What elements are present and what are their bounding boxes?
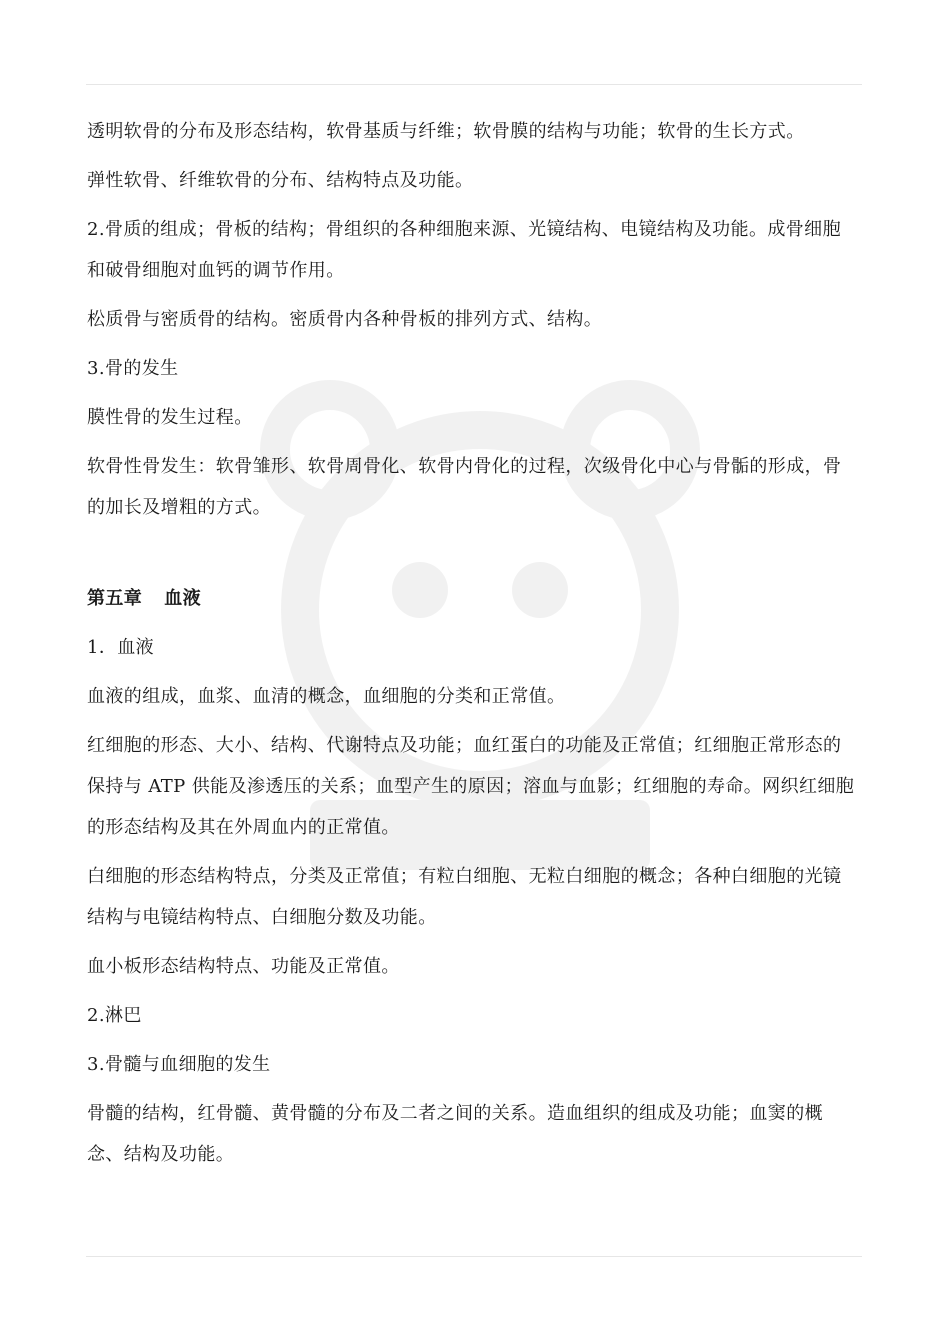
document-body [87,111,857,1183]
paragraph: 透明软骨的分布及形态结构，软骨基质与纤维；软骨膜的结构与功能；软骨的生长方式。 [87,121,805,142]
chapter-title: 血液 [164,588,202,609]
paragraph: 白细胞的形态结构特点，分类及正常值；有粒白细胞、无粒白细胞的概念；各种白细胞的光镜结构与电镜结构特点、白细胞分数及功能。 [87,866,842,928]
chapter-number: 第五章 [87,588,143,609]
subheading: 3.骨的发生 [87,358,179,379]
section-spacer [87,536,857,578]
subheading: 2.淋巴 [87,1005,142,1026]
paragraph: 2.骨质的组成；骨板的结构；骨组织的各种细胞来源、光镜结构、电镜结构及功能。成骨细胞和破骨细胞对血钙的调节作用。 [87,219,841,281]
paragraph: 红细胞的形态、大小、结构、代谢特点及功能；血红蛋白的功能及正常值；红细胞正常形态的保持与 ATP 供能及渗透压的关系；血型产生的原因；溶血与血影；红细胞的寿命。网织红细胞的形态结构及其在外周血内的正常值。 [87,735,855,838]
chapter-heading [87,578,857,619]
paragraph: 膜性骨的发生过程。 [87,407,253,428]
footer-divider [86,1256,862,1257]
paragraph: 骨髓的结构，红骨髓、黄骨髓的分布及二者之间的关系。造血组织的组成及功能；血窦的概念、结构及功能。 [87,1103,823,1165]
paragraph: 弹性软骨、纤维软骨的分布、结构特点及功能。 [87,170,474,191]
paragraph: 软骨性骨发生：软骨雏形、软骨周骨化、软骨内骨化的过程，次级骨化中心与骨骺的形成，骨的加长及增粗的方式。 [87,456,842,518]
paragraph: 松质骨与密质骨的结构。密质骨内各种骨板的排列方式、结构。 [87,309,603,330]
paragraph: 血液的组成，血浆、血清的概念，血细胞的分类和正常值。 [87,686,566,707]
paragraph: 血小板形态结构特点、功能及正常值。 [87,956,400,977]
subheading: 1．血液 [87,637,155,658]
subheading: 3.骨髓与血细胞的发生 [87,1054,271,1075]
header-divider [86,84,862,85]
